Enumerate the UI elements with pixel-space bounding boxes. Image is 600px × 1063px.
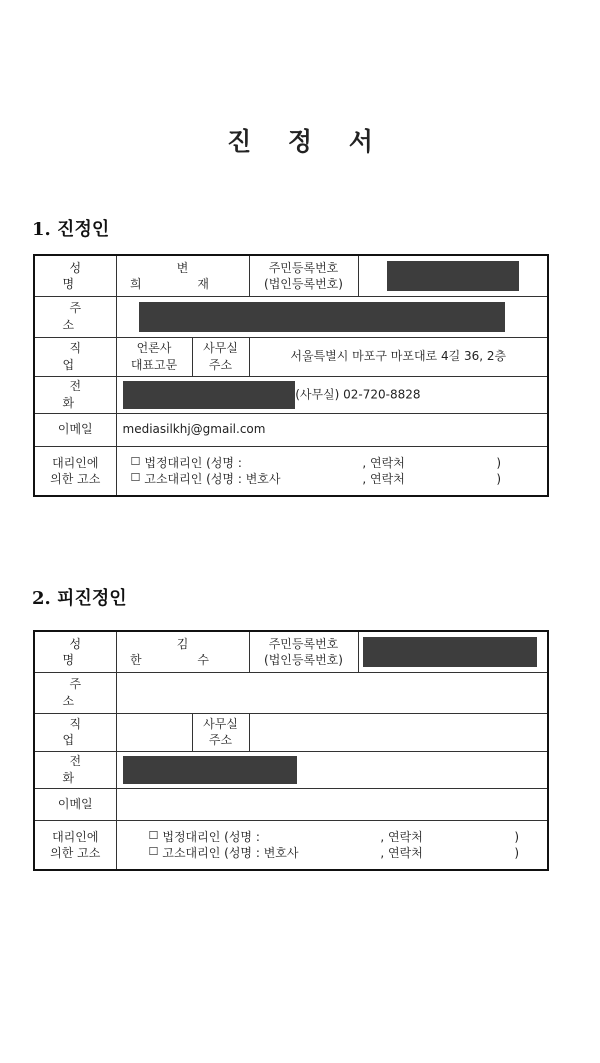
redacted-block: [387, 261, 519, 291]
agent-option-legal-close: ): [496, 455, 502, 470]
checkbox-legal[interactable]: ☐: [148, 828, 159, 842]
redacted-block: [123, 381, 295, 409]
name-value: 김 한 수: [116, 631, 249, 672]
agent-option-complaint: [131, 471, 542, 487]
job-value-line1: 언론사: [136, 341, 172, 356]
id-number-value: [358, 631, 548, 672]
agent-option-complaint-close: ): [496, 471, 502, 486]
office-address-label-line1: 사무실: [203, 341, 238, 356]
address-label: 주 소: [34, 672, 116, 713]
office-address-label: [192, 713, 249, 751]
agent-option-complaint-label: 고소대리인 (성명 : 변호사: [144, 471, 281, 486]
office-address-value: [249, 713, 548, 751]
email-value: mediasilkhj@gmail.com: [116, 413, 548, 446]
job-label: 직 업: [34, 337, 116, 376]
id-number-label-line1: 주민등록번호: [268, 260, 339, 275]
agent-label-line2: 의한 고소: [50, 845, 101, 860]
checkbox-legal[interactable]: ☐: [130, 454, 141, 468]
email-label: 이메일: [34, 788, 116, 820]
agent-label-line1: 대리인에: [52, 829, 99, 844]
agent-label-line2: 의한 고소: [50, 471, 101, 486]
id-number-label: [249, 631, 358, 672]
agent-option-complaint-contact: , 연락처: [380, 845, 423, 860]
agent-option-legal-label: 법정대리인 (성명 :: [144, 455, 242, 470]
redacted-block: [139, 302, 505, 332]
agent-options: [116, 446, 548, 496]
id-number-label-line2: (법인등록번호): [264, 276, 343, 291]
complainant-table: [33, 254, 549, 497]
id-number-value: [358, 255, 548, 296]
agent-label: [34, 820, 116, 870]
phone-label: 전 화: [34, 751, 116, 788]
name-label: 성 명: [34, 631, 116, 672]
job-value: [116, 337, 192, 376]
document-title: 진 정 서: [227, 127, 387, 156]
agent-option-legal-close: ): [514, 829, 520, 844]
section-heading-complainant: 1. 진정인: [32, 219, 110, 240]
address-value: [116, 672, 548, 713]
email-value: [116, 788, 548, 820]
phone-office: (사무실) 02-720-8828: [295, 387, 421, 401]
agent-label: [34, 446, 116, 496]
agent-option-complaint-close: ): [514, 845, 520, 860]
email-label: 이메일: [34, 413, 116, 446]
address-value: [116, 296, 548, 337]
agent-option-legal: [149, 829, 542, 845]
agent-option-legal-contact: , 연락처: [362, 455, 405, 470]
redacted-block: [363, 637, 537, 667]
agent-options: [116, 820, 548, 870]
agent-option-complaint: [149, 845, 542, 861]
agent-option-complaint-contact: , 연락처: [362, 471, 405, 486]
checkbox-complaint[interactable]: ☐: [148, 844, 159, 858]
section-heading-respondent: 2. 피진정인: [32, 588, 127, 609]
checkbox-complaint[interactable]: ☐: [130, 470, 141, 484]
agent-option-legal-contact: , 연락처: [380, 829, 423, 844]
address-label: 주 소: [34, 296, 116, 337]
id-number-label-line1: 주민등록번호: [268, 636, 339, 651]
office-address-label-line1: 사무실: [203, 716, 238, 731]
id-number-label-line2: (법인등록번호): [264, 652, 343, 667]
office-address-value: 서울특별시 마포구 마포대로 4길 36, 2층: [249, 337, 548, 376]
phone-label: 전 화: [34, 376, 116, 413]
name-label: 성 명: [34, 255, 116, 296]
redacted-block: [123, 756, 297, 784]
name-value: 변 희 재: [116, 255, 249, 296]
office-address-label: [192, 337, 249, 376]
agent-option-legal: [131, 455, 542, 471]
respondent-table: [33, 630, 549, 871]
agent-option-complaint-label: 고소대리인 (성명 : 변호사: [162, 845, 299, 860]
office-address-label-line2: 주소: [208, 357, 233, 372]
job-value-line2: 대표고문: [130, 357, 178, 372]
agent-option-legal-label: 법정대리인 (성명 :: [162, 829, 260, 844]
job-label: 직 업: [34, 713, 116, 751]
id-number-label: [249, 255, 358, 296]
phone-value: [116, 376, 548, 413]
office-address-label-line2: 주소: [208, 733, 233, 747]
agent-label-line1: 대리인에: [52, 455, 99, 470]
job-value: [116, 713, 192, 751]
phone-value: [116, 751, 548, 788]
